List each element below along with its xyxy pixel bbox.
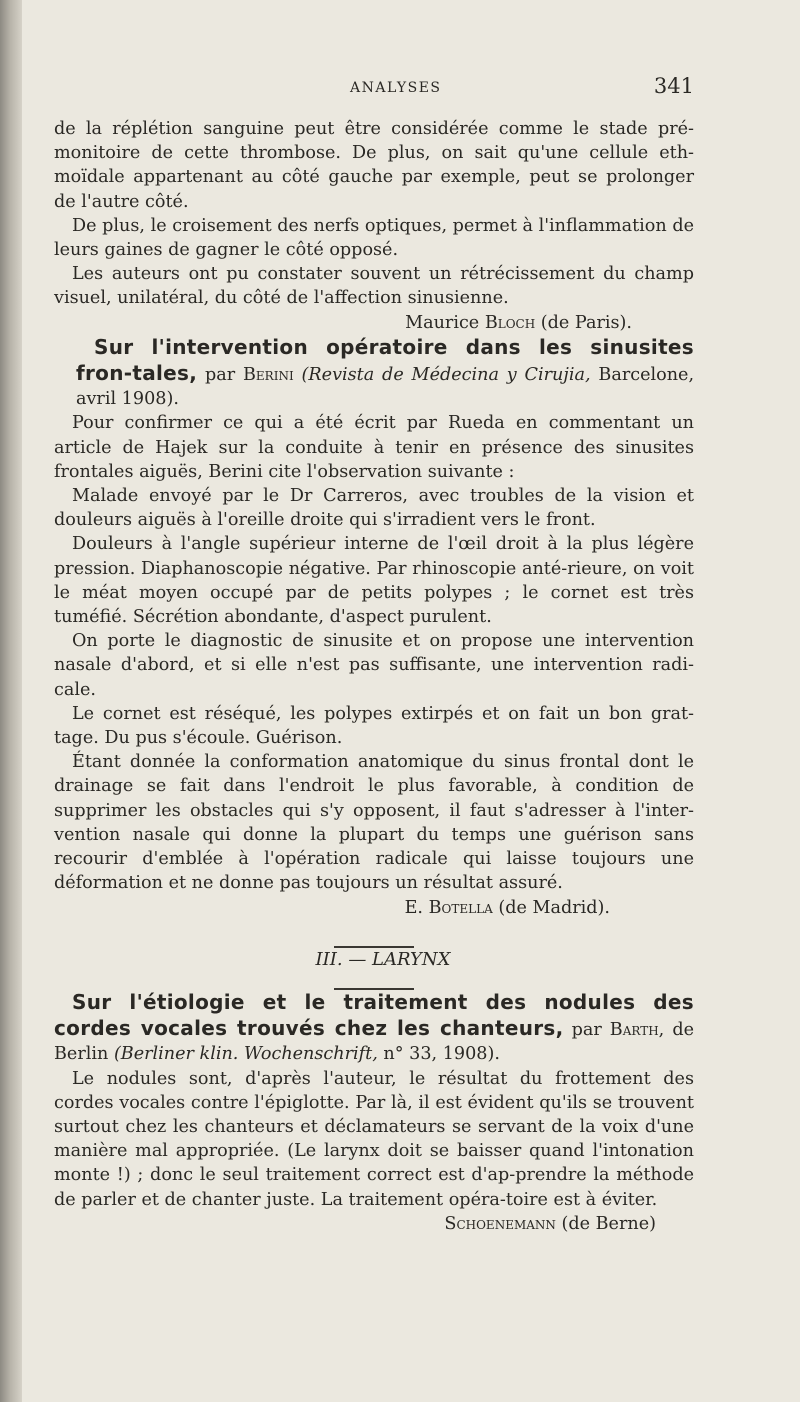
paragraph: de la réplétion sanguine peut être considérée comme le stade pré-monitoire de cette thrombose. De plus, on sait qu'une cellule eth-moïdale appartenant au côté gauche par exemple, peut se prolonger de l'autre côté. — [54, 119, 694, 212]
article-by: par — [571, 1020, 602, 1041]
paragraph: Douleurs à l'angle supérieur interne de l'œil droit à la plus légère pression. Diaphanoscopie négative. Par rhinoscopie anté-rieure, on voit le méat moyen occupé par de petits polypes ; le cornet est très tuméfié. Sécrétion abondante, d'aspect purulent. — [54, 534, 694, 628]
article-place: de Berlin — [54, 1020, 695, 1065]
signature-surname: Bloch — [484, 312, 536, 333]
article-source: n° 33, 1908). — [383, 1044, 500, 1065]
paragraph: Le cornet est réséqué, les polypes extirpés et on fait un bon grat-tage. Du pus s'écoule. Guérison. — [54, 703, 694, 749]
article-source: Barcelone, avril 1908). — [76, 365, 695, 410]
paragraph: Le nodules sont, d'après l'auteur, le résultat du frottement des cordes vocales contre l'épiglotte. Par là, il est évident qu'ils se trouvent surtout chez les chanteurs et déclamateurs se servant de la voix d'une manière mal appropriée. (Le larynx doit se baisser quand l'intonation monte !) ; donc le seul traitement correct est d'ap-prendre la méthode de parler et de chanter juste. La traitement opéra-toire est à éviter. — [54, 1068, 694, 1210]
article-title — [54, 990, 694, 1067]
signature — [54, 896, 694, 920]
article-title-text: Sur l'étiologie et le traitement des nodules des cordes vocales trouvés chez les chanteurs, — [54, 989, 694, 1041]
article-title — [54, 335, 694, 412]
paragraph: Pour confirmer ce qui a été écrit par Rueda en commentant un article de Hajek sur la conduite à tenir en présence des sinusites frontales aiguës, Berini cite l'observation suivante : — [54, 413, 694, 482]
signature-name: Maurice — [405, 312, 480, 333]
article-journal: (Berliner klin. Wochenschrift, — [113, 1044, 378, 1065]
paragraph: Malade envoyé par le Dr Carreros, avec troubles de la vision et douleurs aiguës à l'oreille droite qui s'irradient vers le front. — [54, 486, 694, 531]
article-title-text: Sur l'intervention opératoire dans les sinusites fron-tales, — [76, 334, 694, 386]
article-author: Barth, — [609, 1020, 665, 1041]
paragraph: Les auteurs ont pu constater souvent un rétrécissement du champ visuel, unilatéral, du côté de l'affection sinusienne. — [54, 264, 694, 309]
book-spine-shadow — [0, 0, 22, 1402]
signature — [54, 311, 694, 335]
signature-surname: Schoenemann — [444, 1213, 556, 1234]
signature — [54, 1212, 694, 1236]
section-heading: III. — LARYNX — [315, 948, 451, 970]
signature-initial: E. — [404, 897, 424, 918]
signature-surname: Botella — [428, 897, 493, 918]
signature-place: (de Paris). — [540, 312, 632, 333]
page-number: 341 — [653, 74, 694, 98]
article-author: Berini — [242, 365, 294, 386]
page-header — [54, 74, 694, 104]
article-journal: (Revista de Médecina y Cirujia, — [301, 365, 591, 386]
paragraph: Étant donnée la conformation anatomique du sinus frontal dont le drainage se fait dans l'endroit le plus favorable, à condition de supprimer les obstacles qui s'y opposent, il faut s'adresser à l'inter-vention nasale qui donne la plupart du temps une guérison sans recourir d'emblée à l'opération radicale qui laisse toujours une déformation et ne donne pas toujours un résultat assuré. — [54, 752, 694, 894]
paragraph: De plus, le croisement des nerfs optiques, permet à l'inflammation de leurs gaines de gagner le côté opposé. — [54, 215, 694, 261]
page-body — [54, 117, 694, 1236]
article-by: par — [204, 365, 236, 386]
running-title: ANALYSES — [350, 80, 442, 96]
signature-place: (de Madrid). — [498, 897, 610, 918]
signature-place: (de Berne) — [561, 1213, 656, 1234]
paragraph: On porte le diagnostic de sinusite et on propose une intervention nasale d'abord, et si elle n'est pas suffisante, une intervention radi-cale. — [54, 631, 694, 700]
